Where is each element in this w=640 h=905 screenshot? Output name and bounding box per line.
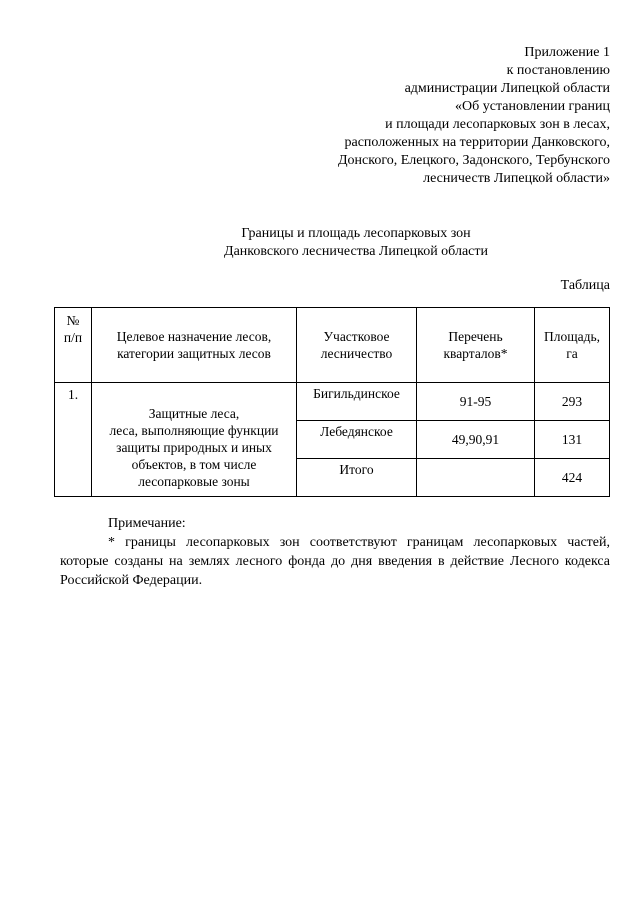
quarters-cell: 91-95 [417, 383, 535, 421]
header-forestry: Участковое лесничество [297, 308, 417, 383]
header-line: Донского, Елецкого, Задонского, Тербунского [337, 153, 610, 168]
appendix-header [338, 44, 610, 188]
forestry-cell: Бигильдинское [297, 383, 417, 421]
document-title [0, 225, 640, 261]
note-label: Примечание: [108, 516, 186, 531]
header-line: и площади лесопарковых зон в лесах, [385, 117, 610, 132]
title-line-2: Данковского лесничества Липецкой области [224, 244, 488, 259]
table-header-row [55, 308, 610, 383]
header-quarters: Перечень кварталов* [417, 308, 535, 383]
note-text: * границы лесопарковых зон соответствуют границам лесопарковых частей, которые созданы на землях лесного фонда до дня введения в действие Лесного кодекса Российской Федерации. [60, 535, 610, 588]
header-line: расположенных на территории Данковского, [344, 135, 610, 150]
quarters-cell [417, 459, 535, 497]
header-line: Приложение 1 [524, 45, 610, 60]
table-label: Таблица [560, 278, 610, 293]
total-area-cell: 424 [535, 459, 610, 497]
header-area: Площадь, га [535, 308, 610, 383]
forest-zones-table [54, 307, 610, 497]
header-num: № п/п [55, 308, 92, 383]
purpose-cell: Защитные леса, леса, выполняющие функции защиты природных и иных объектов, в том числе лесопарковые зоны [92, 383, 297, 497]
total-label-cell: Итого [297, 459, 417, 497]
note-section [60, 514, 610, 590]
row-number: 1. [55, 383, 92, 497]
header-line: «Об установлении границ [455, 99, 610, 114]
header-purpose: Целевое назначение лесов, категории защитных лесов [92, 308, 297, 383]
header-line: администрации Липецкой области [404, 81, 610, 96]
area-cell: 131 [535, 421, 610, 459]
table-row [55, 383, 610, 421]
area-cell: 293 [535, 383, 610, 421]
quarters-cell: 49,90,91 [417, 421, 535, 459]
header-line: к постановлению [506, 63, 610, 78]
title-line-1: Границы и площадь лесопарковых зон [241, 226, 471, 241]
header-line: лесничеств Липецкой области» [423, 171, 610, 186]
forestry-cell: Лебедянское [297, 421, 417, 459]
